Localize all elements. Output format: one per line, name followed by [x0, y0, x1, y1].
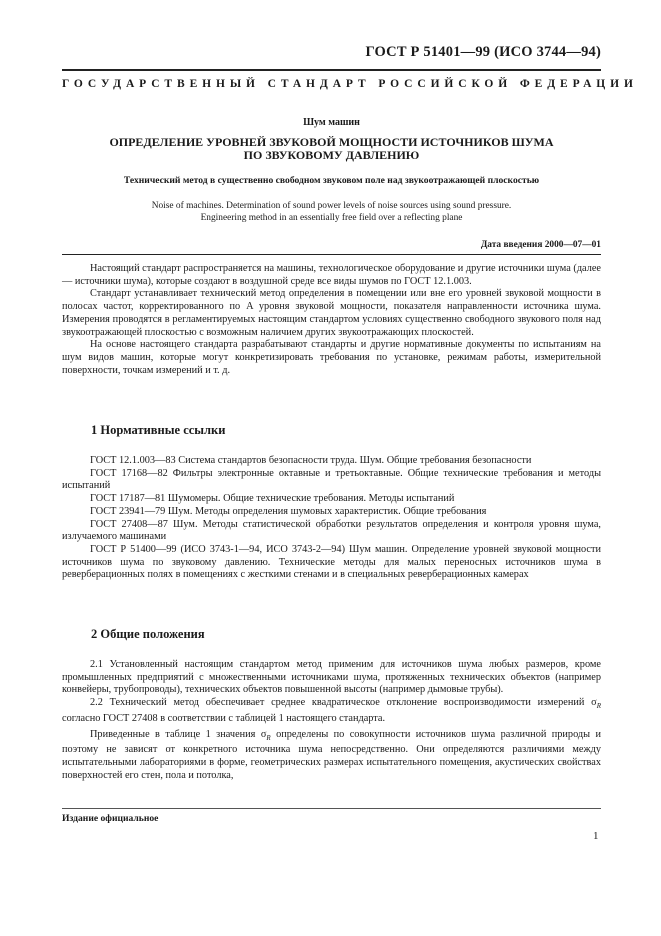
footer-rule	[62, 808, 601, 809]
clause-2-2-continuation: Приведенные в таблице 1 значения $\sigma_R$ определены по совокупности источников шума различной природы и поэтому не зависят от конкретного источника шума непосредственно. Они определяются различиями между испытательными лабораториями в форме, геометрических размерах испытательного помещения, акустических свойствах поверхностей его стен, пола и потолка,	[62, 728, 601, 781]
english-title-line-2: Engineering method in an essentially free field over a reflecting plane	[200, 213, 463, 223]
reference-item: ГОСТ 17187—81 Шумомеры. Общие технические требования. Методы испытаний	[90, 493, 455, 505]
document-number: ГОСТ Р 51401—99 (ИСО 3744—94)	[365, 44, 601, 60]
top-rule	[62, 69, 601, 71]
sigma-symbol: $\sigma_R$	[591, 697, 601, 711]
introduction-date: Дата введения 2000—07—01	[480, 240, 601, 250]
reference-item: ГОСТ 23941—79 Шум. Методы определения шумовых характеристик. Общие требования	[90, 505, 487, 517]
intro-paragraph: Стандарт устанавливает технический метод определения в помещении или вне его уровней звуковой мощности в полосах частот, корректированного по A уровня звуковой мощности, показателя направленности источника шума. Измерения проводятся в регламентируемых настоящим стандартом условиях существенно свободного звукового поля над звукоотражающей плоскостью с возможным наличием других звукоотражающих плоскостей.	[62, 288, 601, 338]
state-standard-title: ГОСУДАРСТВЕННЫЙ СТАНДАРТ РОССИЙСКОЙ ФЕДЕРАЦИИ	[62, 78, 638, 90]
method-subtitle: Технический метод в существенно свободном звуковом поле над звукоотражающей плоскостью	[123, 175, 540, 186]
official-edition-label: Издание официальное	[62, 813, 159, 824]
sigma-symbol: $\sigma_R$	[260, 728, 271, 742]
main-title-line-2: ПО ЗВУКОВОМУ ДАВЛЕНИЮ	[243, 148, 420, 162]
main-title	[62, 136, 601, 162]
reference-item: ГОСТ Р 51400—99 (ИСО 3743-1—94, ИСО 3743-2—94) Шум машин. Определение уровней звуковой мощности источников шума по звуковому давлению. Технические методы для малых переносных источников шума в реверберационных полях в помещениях с жесткими стенами и в специальных реверберационных камерах	[62, 543, 601, 581]
intro-paragraph: На основе настоящего стандарта разрабатывают стандарты и другие нормативные документы по испытаниям на шум видов машин, которые могут конкретизировать требования по установке, режимам работы, измерительной поверхности, точкам измерений и т. д.	[62, 339, 601, 376]
reference-item: ГОСТ 27408—87 Шум. Методы статистической обработки результатов определения и контроля уровня шума, излучаемого машинами	[62, 518, 601, 543]
english-title-line-1: Noise of machines. Determination of sound power levels of noise sources using sound pressure.	[151, 201, 512, 211]
reference-item: ГОСТ 12.1.003—83 Система стандартов безопасности труда. Шум. Общие требования безопасности	[90, 455, 532, 466]
section-1-heading: 1 Нормативные ссылки	[91, 423, 226, 437]
intro-paragraph: Настоящий стандарт распространяется на машины, технологическое оборудование и другие источники шума (далее — источники шума), которые создают в воздушной среде все виды шумов по ГОСТ 12.1.003.	[62, 263, 601, 287]
normative-references	[62, 455, 601, 582]
clause-2-1: 2.1 Установленный настоящим стандартом метод применим для источников шума любых размеров, кроме промышленных предприятий с множественными источниками шума, протяженных технических объектов (например конвейеры, трубопроводы), технических объектов повышенной высоты (например дымовые трубы).	[62, 659, 601, 696]
page-number: 1	[593, 830, 599, 842]
reference-item: ГОСТ 17168—82 Фильтры электронные октавные и третьоктавные. Общие технические требования и методы испытаний	[62, 467, 601, 492]
section-2-heading: 2 Общие положения	[91, 627, 205, 641]
general-provisions	[62, 659, 601, 782]
main-title-line-1: ОПРЕДЕЛЕНИЕ УРОВНЕЙ ЗВУКОВОЙ МОЩНОСТИ ИСТОЧНИКОВ ШУМА	[109, 135, 554, 149]
english-title	[62, 200, 601, 224]
intro-section	[62, 263, 601, 377]
title-divider	[62, 254, 601, 255]
subject-title: Шум машин	[303, 117, 360, 128]
clause-2-2: 2.2 Технический метод обеспечивает среднее квадратическое отклонение воспроизводимости измерений $\sigma_R$ согласно ГОСТ 27408 в соответствии с таблицей 1 настоящего стандарта.	[62, 697, 601, 724]
